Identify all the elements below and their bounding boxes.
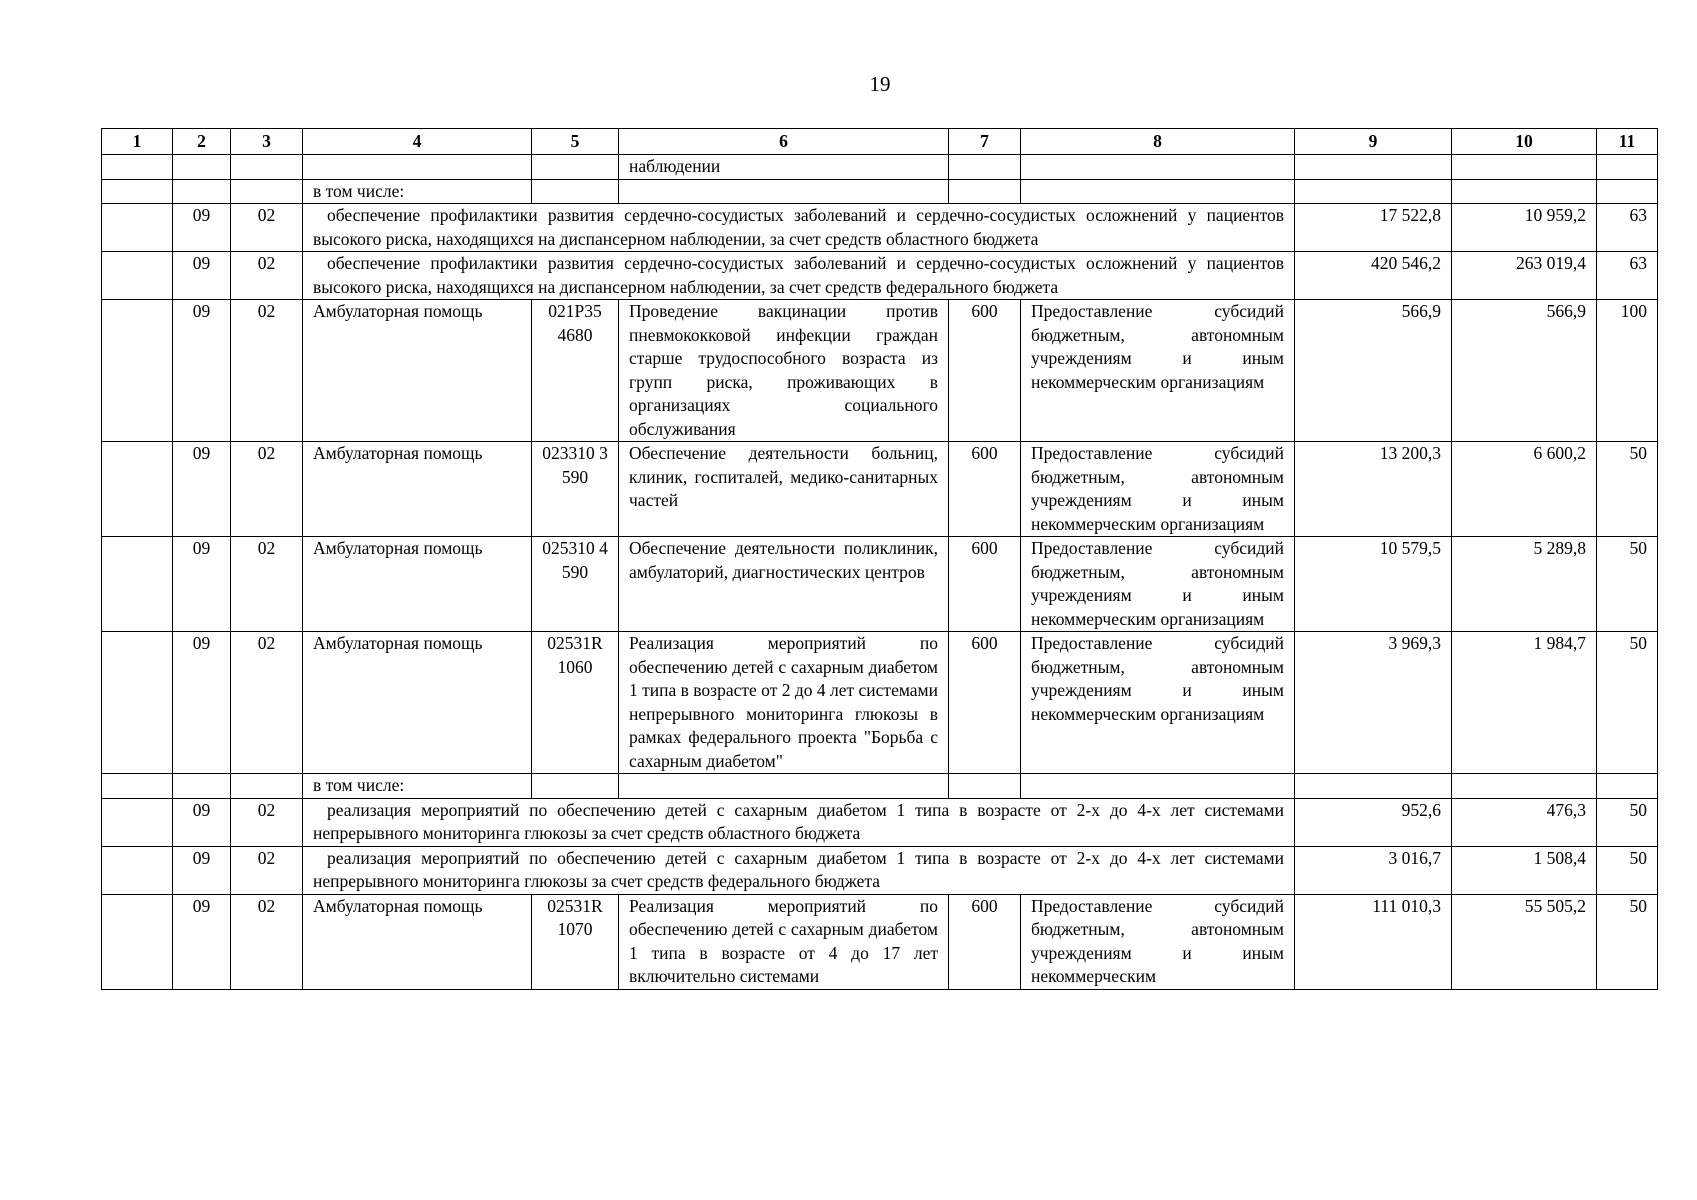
expense-name-cell: Предоставление субсидий бюджетным, автономным учреждениям и иным некоммерческим (1021, 894, 1295, 989)
percent-cell: 50 (1597, 798, 1658, 846)
percent-cell: 50 (1597, 632, 1658, 774)
table-row (102, 204, 1658, 252)
label-cell: в том числе: (303, 774, 532, 799)
amount-cell: 5 289,8 (1452, 537, 1597, 632)
expense-name-cell: Предоставление субсидий бюджетным, автономным учреждениям и иным некоммерческим организациям (1021, 632, 1295, 774)
name-cell: Амбулаторная помощь (303, 300, 532, 442)
subsection-cell: 02 (231, 632, 303, 774)
expense-name-cell: Предоставление субсидий бюджетным, автономным учреждениям и иным некоммерческим организациям (1021, 442, 1295, 537)
amount-cell: 13 200,3 (1295, 442, 1452, 537)
subsection-cell: 02 (231, 894, 303, 989)
label-cell: в том числе: (303, 179, 532, 204)
table-row (102, 155, 1658, 180)
amount-cell: 420 546,2 (1295, 252, 1452, 300)
budget-table (101, 128, 1658, 990)
section-cell: 09 (173, 798, 231, 846)
expense-type-cell: 600 (949, 300, 1021, 442)
target-code-cell: 023310 3590 (532, 442, 619, 537)
expense-type-cell: 600 (949, 537, 1021, 632)
amount-cell: 10 579,5 (1295, 537, 1452, 632)
amount-cell: 55 505,2 (1452, 894, 1597, 989)
table-row (102, 894, 1658, 989)
table-row (102, 179, 1658, 204)
subsection-cell: 02 (231, 204, 303, 252)
amount-cell: 476,3 (1452, 798, 1597, 846)
name-cell: Амбулаторная помощь (303, 537, 532, 632)
subsection-cell: 02 (231, 300, 303, 442)
header-cell-11: 11 (1597, 129, 1658, 155)
header-row (102, 129, 1658, 155)
description-cell: обеспечение профилактики развития сердечно-сосудистых заболеваний и сердечно-сосудистых осложнений у пациентов высокого риска, находящихся на диспансерном наблюдении, за счет средств федерального бюджета (303, 252, 1295, 300)
percent-cell: 50 (1597, 846, 1658, 894)
direction-cell: Обеспечение деятельности поликлиник, амбулаторий, диагностических центров (619, 537, 949, 632)
amount-cell: 3 016,7 (1295, 846, 1452, 894)
amount-cell: 10 959,2 (1452, 204, 1597, 252)
section-cell: 09 (173, 537, 231, 632)
amount-cell: 263 019,4 (1452, 252, 1597, 300)
description-cell: реализация мероприятий по обеспечению детей с сахарным диабетом 1 типа в возрасте от 2-х до 4-х лет системами непрерывного мониторинга глюкозы за счет средств федерального бюджета (303, 846, 1295, 894)
section-cell: 09 (173, 300, 231, 442)
table-row (102, 537, 1658, 632)
header-cell-1: 1 (102, 129, 173, 155)
amount-cell: 952,6 (1295, 798, 1452, 846)
amount-cell: 566,9 (1452, 300, 1597, 442)
direction-cell: Проведение вакцинации против пневмококковой инфекции граждан старше трудоспособного возраста из групп риска, проживающих в организациях социального обслуживания (619, 300, 949, 442)
subsection-cell: 02 (231, 537, 303, 632)
target-code-cell: 02531R 1070 (532, 894, 619, 989)
subsection-cell: 02 (231, 442, 303, 537)
header-cell-5: 5 (532, 129, 619, 155)
amount-cell: 1 508,4 (1452, 846, 1597, 894)
percent-cell: 50 (1597, 894, 1658, 989)
header-cell-3: 3 (231, 129, 303, 155)
amount-cell: 566,9 (1295, 300, 1452, 442)
expense-type-cell: 600 (949, 442, 1021, 537)
expense-name-cell: Предоставление субсидий бюджетным, автономным учреждениям и иным некоммерческим организациям (1021, 300, 1295, 442)
section-cell: 09 (173, 894, 231, 989)
table-row (102, 252, 1658, 300)
subsection-cell: 02 (231, 846, 303, 894)
description-cell: реализация мероприятий по обеспечению детей с сахарным диабетом 1 типа в возрасте от 2-х до 4-х лет системами непрерывного мониторинга глюкозы за счет средств областного бюджета (303, 798, 1295, 846)
section-cell: 09 (173, 632, 231, 774)
section-cell: 09 (173, 252, 231, 300)
section-cell: 09 (173, 442, 231, 537)
target-code-cell: 021P35 4680 (532, 300, 619, 442)
name-cell: Амбулаторная помощь (303, 632, 532, 774)
direction-cell: Обеспечение деятельности больниц, клиник, госпиталей, медико-санитарных частей (619, 442, 949, 537)
amount-cell: 3 969,3 (1295, 632, 1452, 774)
amount-cell: 6 600,2 (1452, 442, 1597, 537)
direction-cell: Реализация мероприятий по обеспечению детей с сахарным диабетом 1 типа в возрасте от 4 до 17 лет включительно системами (619, 894, 949, 989)
header-cell-8: 8 (1021, 129, 1295, 155)
name-cell: Амбулаторная помощь (303, 894, 532, 989)
table-row (102, 846, 1658, 894)
header-cell-7: 7 (949, 129, 1021, 155)
expense-name-cell: Предоставление субсидий бюджетным, автономным учреждениям и иным некоммерческим организациям (1021, 537, 1295, 632)
amount-cell: 1 984,7 (1452, 632, 1597, 774)
subsection-cell: 02 (231, 252, 303, 300)
amount-cell: 17 522,8 (1295, 204, 1452, 252)
page-number: 19 (869, 72, 891, 96)
header-cell-4: 4 (303, 129, 532, 155)
target-code-cell: 025310 4590 (532, 537, 619, 632)
section-cell: 09 (173, 204, 231, 252)
table-row (102, 774, 1658, 799)
direction-cell: наблюдении (619, 155, 949, 180)
percent-cell: 100 (1597, 300, 1658, 442)
percent-cell: 63 (1597, 252, 1658, 300)
expense-type-cell: 600 (949, 894, 1021, 989)
table-row (102, 300, 1658, 442)
percent-cell: 63 (1597, 204, 1658, 252)
table-row (102, 798, 1658, 846)
amount-cell: 111 010,3 (1295, 894, 1452, 989)
expense-type-cell: 600 (949, 632, 1021, 774)
header-cell-10: 10 (1452, 129, 1597, 155)
table-row (102, 442, 1658, 537)
header-cell-6: 6 (619, 129, 949, 155)
header-cell-9: 9 (1295, 129, 1452, 155)
section-cell: 09 (173, 846, 231, 894)
description-cell: обеспечение профилактики развития сердечно-сосудистых заболеваний и сердечно-сосудистых осложнений у пациентов высокого риска, находящихся на диспансерном наблюдении, за счет средств областного бюджета (303, 204, 1295, 252)
name-cell: Амбулаторная помощь (303, 442, 532, 537)
percent-cell: 50 (1597, 537, 1658, 632)
target-code-cell: 02531R 1060 (532, 632, 619, 774)
header-cell-2: 2 (173, 129, 231, 155)
table-row (102, 632, 1658, 774)
percent-cell: 50 (1597, 442, 1658, 537)
direction-cell: Реализация мероприятий по обеспечению детей с сахарным диабетом 1 типа в возрасте от 2 до 4 лет системами непрерывного мониторинга глюкозы в рамках федерального проекта "Борьба с сахарным диабетом" (619, 632, 949, 774)
subsection-cell: 02 (231, 798, 303, 846)
